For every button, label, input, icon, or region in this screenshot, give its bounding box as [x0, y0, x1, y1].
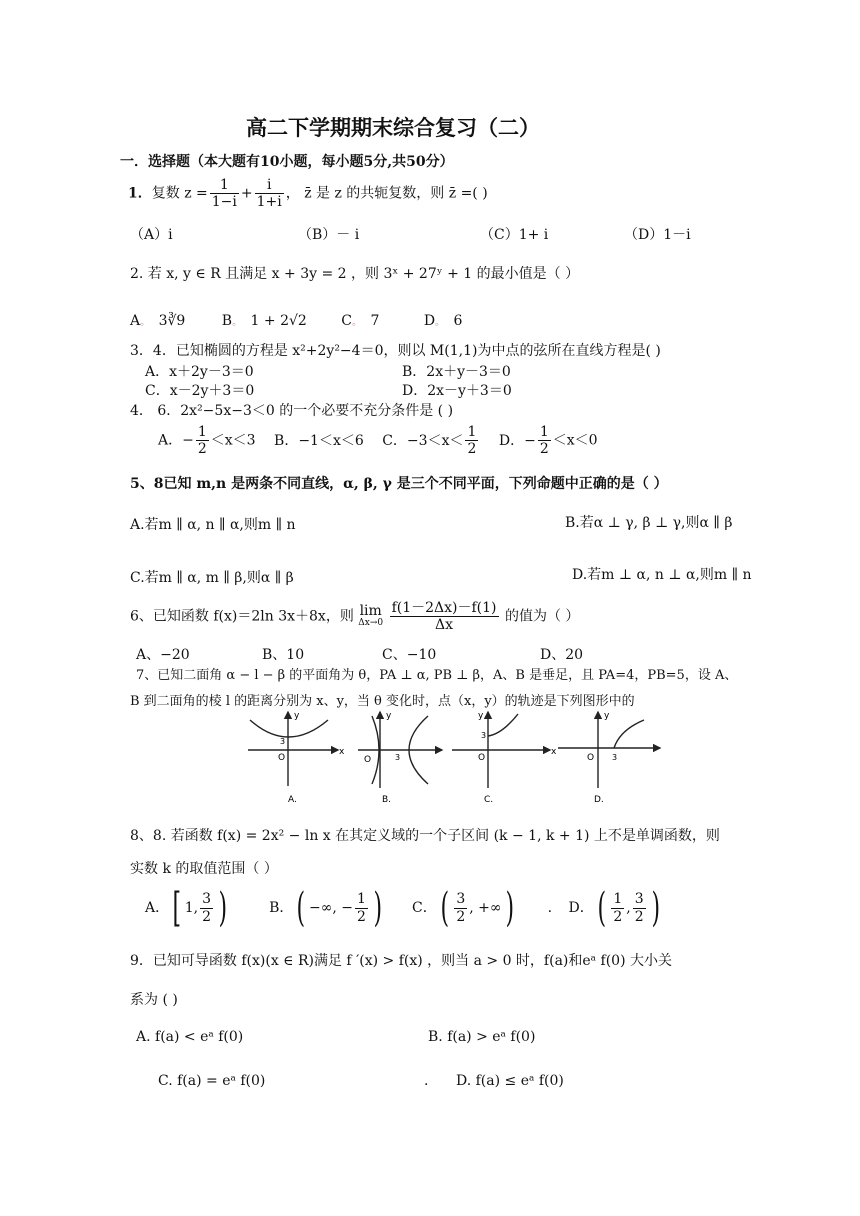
q9-option-c: C. f(a) = eᵃ f(0)	[158, 1073, 266, 1089]
graph-a	[248, 711, 345, 805]
q8-options: A．[ 1, $\frac{3}{2}$ ) B．( −∞, − $\frac{1}{2}$ ) C．( $\frac{3}{2}$ , +∞) . D．( $\frac{1}{2}$ , $\frac{3}{2}$ )	[145, 885, 660, 931]
graph-d	[558, 711, 660, 805]
question-1: 1．复数 z = $\frac{1}{1-i}$ + $\frac{i}{1+i}$ ， z̄ 是 z 的共轭复数，则 z̄ =( )	[128, 177, 488, 211]
graph-c	[452, 711, 557, 805]
svg-text:O: O	[587, 753, 595, 763]
q5-option-a: A.若m ∥ α, n ∥ α,则m ∥ n	[130, 517, 296, 533]
q9-option-a: A. f(a) < eᵃ f(0)	[136, 1029, 244, 1045]
svg-text:O: O	[478, 753, 486, 763]
question-number: 1．	[128, 185, 152, 202]
question-4: 4． 6．2x²−5x−3＜0 的一个必要不充分条件是 ( )	[130, 403, 454, 419]
option-value: 3∛9	[158, 313, 186, 329]
q2-options: A。 3∛9 B。 1 + 2√2 C。 7 D。 6	[130, 313, 463, 329]
svg-text:x: x	[551, 747, 557, 757]
limit-operator: lim Δx→0	[358, 602, 384, 629]
q6-option-b: B、10	[262, 647, 305, 663]
option-value: 1 + 2√2	[250, 313, 307, 329]
q6-option-a: A、−20	[136, 647, 190, 663]
q1-option-a: （A）i	[130, 227, 173, 243]
q6-option-c: C、−10	[382, 647, 437, 663]
q5-option-b: B.若α ⊥ γ, β ⊥ γ,则α ∥ β	[565, 515, 733, 531]
q3-option-d: D．2x－y＋3＝0	[402, 383, 512, 399]
question-3: 3．4．已知椭圆的方程是 x²+2y²−4＝0，则以 M(1,1)为中点的弦所在直线方程是( )	[130, 343, 661, 359]
fraction: $\frac{f(1-2\Delta x)-f(1)}{\Delta x}$	[391, 600, 497, 634]
q3-option-b: B．2x＋y－3＝0	[402, 364, 511, 380]
fraction: $\frac{1}{2}$	[539, 424, 549, 458]
graph-label: C.	[484, 795, 494, 805]
svg-text:y: y	[386, 711, 392, 721]
q3-option-c: C．x－2y＋3＝0	[145, 383, 255, 399]
q9-option-d: D. f(a) ≤ eᵃ f(0)	[456, 1073, 564, 1089]
q3-option-a: A．x＋2y－3＝0	[145, 364, 254, 380]
q9-d-mark: .	[424, 1073, 429, 1089]
graph-label: A.	[288, 795, 297, 805]
q9-option-b: B. f(a) > eᵃ f(0)	[428, 1029, 536, 1045]
svg-text:y: y	[294, 711, 300, 721]
question-5: 5、8已知 m,n 是两条不同直线，α, β, γ 是三个不同平面，下列命题中正确的是（ ）	[130, 476, 668, 492]
fraction: $\frac{i}{1+i}$	[256, 177, 282, 211]
svg-text:y: y	[478, 711, 484, 721]
q7-graph-figures	[240, 708, 670, 806]
fraction: $\frac{1}{2}$	[197, 424, 207, 458]
q1-option-d: （D）1－i	[624, 227, 691, 243]
q5-option-d: D.若m ⊥ α, n ⊥ α,则m ∥ n	[572, 567, 752, 583]
svg-text:x: x	[339, 747, 345, 757]
q1-option-c: （C）1+ i	[480, 227, 549, 243]
q1-text: 复数 z =	[151, 185, 208, 202]
question-7-line-2: B 到二面角的棱 l 的距离分别为 x、y，当 θ 变化时，点（x，y）的轨迹是下列图形中的	[130, 694, 635, 709]
question-8-line-2: 实数 k 的取值范围（ ）	[130, 861, 278, 877]
graph-b	[358, 711, 442, 805]
question-8-line-1: 8、8. 若函数 f(x) = 2x² − ln x 在其定义域的一个子区间 (k − 1, k + 1) 上不是单调函数，则	[130, 828, 720, 844]
fraction: $\frac{1}{1-i}$	[211, 177, 237, 211]
option-value: 7	[370, 313, 380, 329]
svg-text:3: 3	[395, 753, 401, 762]
question-9-line-1: 9．已知可导函数 f(x)(x ∈ R)满足 f ′(x) > f(x) ，则当 a > 0 时，f(a)和eᵃ f(0) 大小关	[130, 953, 672, 969]
question-6	[130, 600, 579, 633]
graph-label: D.	[594, 795, 604, 805]
question-7-line-1: 7、已知二面角 α − l − β 的平面角为 θ，PA ⊥ α, PB ⊥ β，A、B 是垂足，且 PA=4，PB=5，设 A、	[136, 668, 738, 683]
q1-option-b: （B）－ i	[298, 227, 360, 243]
option-label: A	[130, 313, 141, 329]
q4-options: A．− $\frac{1}{2}$ ＜x＜3 B．−1＜x＜6 C．−3＜x＜ $\frac{1}{2}$ D．− $\frac{1}{2}$ ＜x＜0	[158, 424, 598, 458]
q5-option-c: C.若m ∥ α, m ∥ β,则α ∥ β	[130, 570, 294, 586]
svg-text:O: O	[364, 755, 372, 765]
option-label: D	[423, 313, 436, 329]
svg-text:3: 3	[280, 737, 286, 746]
question-9-line-2: 系为 ( )	[130, 992, 178, 1008]
option-value: 6	[453, 313, 463, 329]
q6-text-post: 的值为（ ）	[504, 608, 580, 625]
page-title: 高二下学期期末综合复习（二）	[246, 115, 540, 140]
fraction: $\frac{1}{2}$	[467, 424, 477, 458]
svg-text:O: O	[278, 753, 286, 763]
q6-option-d: D、20	[540, 647, 584, 663]
svg-text:3: 3	[481, 731, 487, 740]
svg-text:y: y	[604, 711, 610, 721]
option-label: C	[341, 313, 352, 329]
option-label: B	[221, 313, 233, 329]
svg-text:3: 3	[612, 753, 618, 762]
section-heading: 一．选择题（本大题有10小题，每小题5分,共50分）	[120, 154, 454, 170]
q1-text-post: ， z̄ 是 z 的共轭复数，则 z̄ =( )	[285, 185, 488, 202]
graph-label: B.	[382, 795, 392, 805]
q6-text: 6、已知函数 f(x)＝2ln 3x＋8x，则	[130, 608, 354, 625]
question-2: 2. 若 x, y ∈ R 且满足 x + 3y = 2 ，则 3ˣ + 27ʸ + 1 的最小值是（ ）	[130, 266, 580, 282]
